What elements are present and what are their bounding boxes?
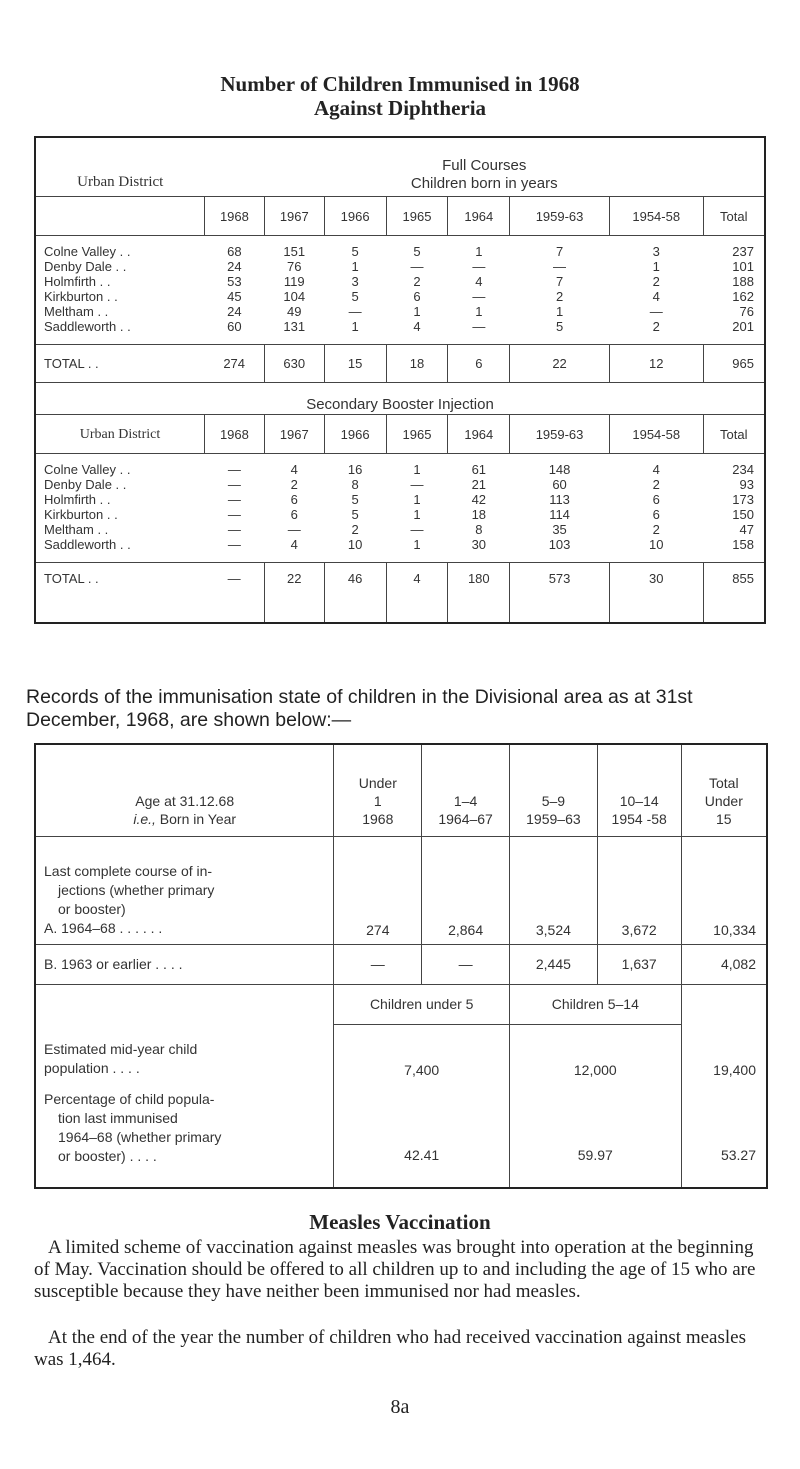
table-cell: 5: [351, 492, 359, 507]
table-cell: 10: [648, 537, 664, 552]
district-name: Denby Dale . .: [44, 259, 127, 274]
table-cell: 3,672: [597, 836, 681, 944]
table-cell: 237: [732, 244, 754, 259]
age-header-ie: i.e.,: [133, 810, 156, 827]
table-cell: —: [227, 477, 241, 492]
district-name: Kirkburton . .: [44, 507, 118, 522]
records-intro: Records of the immunisation state of children in the Divisional area as at 31st December, 1968, are shown below:—: [26, 686, 693, 731]
table-cell: 93: [739, 477, 754, 492]
table-cell: 188: [732, 274, 754, 289]
table-cell: 24: [227, 259, 242, 274]
table-cell: 158: [732, 537, 754, 552]
page-title: Number of Children Immunised in 1968: [220, 72, 580, 96]
fc-col-header: 1966: [324, 197, 386, 236]
page-subtitle: Against Diphtheria: [313, 96, 487, 120]
table-cell: 4: [475, 274, 483, 289]
table-cell: 3: [351, 274, 359, 289]
booster-district-header: Urban District: [35, 415, 204, 454]
table-cell: 22: [510, 345, 610, 383]
table-cell: —: [227, 462, 241, 477]
table-cell: 1: [413, 507, 421, 522]
table-cell: 101: [732, 259, 754, 274]
table-cell: —: [334, 944, 422, 984]
table-cell: 1: [652, 259, 660, 274]
table-cell: 3,524: [510, 836, 598, 944]
table-row: [35, 319, 765, 334]
table-cell: 53: [227, 274, 242, 289]
table-cell: 855: [703, 563, 765, 623]
table-cell: 16: [347, 462, 363, 477]
age-header-rest: Born in Year: [155, 810, 237, 827]
table-cell: 35: [552, 522, 567, 537]
row-a: [35, 836, 767, 944]
table-cell: 4: [652, 289, 660, 304]
table-cell: 274: [223, 356, 246, 371]
rec-col-header: Under 1 1968: [334, 744, 422, 836]
table-cell: 119: [283, 274, 305, 289]
table-cell: 1: [413, 492, 421, 507]
table-cell: 5: [351, 289, 359, 304]
table-cell: 19,400: [681, 984, 767, 1086]
total-row: [35, 563, 765, 623]
table-cell: 2,864: [422, 836, 510, 944]
table-cell: 68: [227, 244, 242, 259]
table-cell: 30: [471, 537, 487, 552]
table-cell: 59.97: [510, 1086, 682, 1188]
bo-col-header: 1968: [204, 415, 264, 454]
table-cell: 1,637: [597, 944, 681, 984]
diphtheria-table: [34, 136, 766, 624]
table-cell: 573: [510, 563, 610, 623]
table-cell: 4,082: [681, 944, 767, 984]
table-cell: 2: [652, 477, 660, 492]
bo-col-header: 1954-58: [609, 415, 703, 454]
table-cell: 2: [413, 274, 421, 289]
table-cell: 6: [290, 507, 298, 522]
records-table: [34, 743, 768, 1189]
table-cell: 6: [413, 289, 421, 304]
table-cell: 274: [334, 836, 422, 944]
table-cell: —: [410, 477, 424, 492]
table-cell: —: [422, 944, 510, 984]
table-cell: 150: [732, 507, 754, 522]
table-row: [35, 244, 765, 259]
table-cell: 1: [475, 244, 483, 259]
bo-col-header: 1966: [324, 415, 386, 454]
table-cell: —: [348, 304, 362, 319]
rec-col-header: 1–4 1964–67: [422, 744, 510, 836]
group-under5: Children under 5: [334, 984, 510, 1024]
table-cell: 8: [475, 522, 483, 537]
page-number: 8a: [390, 1396, 410, 1418]
table-cell: —: [649, 304, 663, 319]
table-row: [35, 522, 765, 537]
table-row: [35, 492, 765, 507]
table-cell: 53.27: [681, 1086, 767, 1188]
table-cell: 2: [351, 522, 359, 537]
full-courses-section: [35, 137, 765, 383]
district-name: Holmfirth . .: [44, 274, 111, 289]
table-cell: 630: [264, 345, 324, 383]
table-cell: 965: [703, 345, 765, 383]
table-cell: 60: [552, 477, 567, 492]
table-cell: 1: [413, 462, 421, 477]
table-cell: 6: [652, 492, 660, 507]
total-label: TOTAL . .: [44, 356, 99, 371]
row-b-label: B. 1963 or earlier . . . .: [44, 956, 183, 972]
table-cell: 7: [555, 274, 564, 289]
table-row: [35, 274, 765, 289]
full-courses-heading-line1: Full Courses: [442, 157, 527, 174]
table-row: [35, 477, 765, 492]
table-cell: 22: [264, 563, 324, 623]
table-cell: 12,000: [510, 1024, 682, 1086]
table-cell: —: [410, 259, 424, 274]
table-cell: 76: [287, 259, 302, 274]
table-cell: 180: [448, 563, 510, 623]
total-row: [35, 345, 765, 383]
table-cell: —: [472, 319, 486, 334]
table-cell: 2: [652, 522, 660, 537]
fc-col-header: 1964: [448, 197, 510, 236]
rec-col-header: 10–14 1954 -58: [597, 744, 681, 836]
table-cell: —: [227, 537, 241, 552]
table-cell: 1: [351, 319, 359, 334]
row-b: [35, 944, 767, 984]
table-cell: 5: [351, 244, 359, 259]
table-cell: —: [472, 259, 486, 274]
district-name: Holmfirth . .: [44, 492, 111, 507]
table-cell: 1: [351, 259, 359, 274]
fc-col-header: 1968: [204, 197, 264, 236]
district-name: Denby Dale . .: [44, 477, 127, 492]
table-cell: 42: [471, 492, 487, 507]
table-cell: 4: [652, 462, 660, 477]
age-header: [35, 744, 334, 836]
table-cell: 162: [732, 289, 754, 304]
table-row: [35, 462, 765, 477]
table-cell: —: [553, 259, 567, 274]
table-cell: 6: [290, 492, 298, 507]
table-cell: —: [227, 522, 241, 537]
table-cell: 3: [652, 244, 660, 259]
table-cell: 45: [227, 289, 242, 304]
table-cell: 42.41: [334, 1086, 510, 1188]
table-cell: 10,334: [681, 836, 767, 944]
table-cell: 6: [448, 345, 510, 383]
bo-col-header: Total: [703, 415, 765, 454]
fc-col-header: 1954-58: [609, 197, 703, 236]
table-cell: 5: [351, 507, 359, 522]
table-cell: 1: [475, 304, 483, 319]
booster-section: [35, 383, 765, 623]
booster-heading: Secondary Booster Injection: [306, 396, 494, 413]
table-cell: 30: [609, 563, 703, 623]
age-header-line1: Age at 31.12.68: [135, 792, 235, 809]
district-name: Saddleworth . .: [44, 319, 131, 334]
table-cell: 2,445: [510, 944, 598, 984]
table-cell: 4: [413, 319, 421, 334]
table-cell: 4: [386, 563, 448, 623]
table-cell: 61: [471, 462, 487, 477]
percentage-label: Percentage of child popula- tion last immunised 1964–68 (whether primary or booster) . . . .: [44, 1091, 222, 1164]
table-cell: 15: [324, 345, 386, 383]
bo-col-header: 1965: [386, 415, 448, 454]
table-cell: 2: [290, 477, 298, 492]
table-cell: 76: [739, 304, 754, 319]
table-cell: 148: [548, 462, 571, 477]
table-cell: 2: [652, 319, 660, 334]
table-cell: 5: [555, 319, 564, 334]
rec-col-header: Total Under 15: [681, 744, 767, 836]
table-cell: 18: [471, 507, 487, 522]
table-cell: 2: [652, 274, 660, 289]
table-cell: 47: [739, 522, 754, 537]
table-cell: 6: [652, 507, 660, 522]
table-cell: 8: [351, 477, 359, 492]
table-cell: 60: [227, 319, 242, 334]
district-name: Kirkburton . .: [44, 289, 118, 304]
district-name: Meltham . .: [44, 304, 109, 319]
table-cell: 103: [548, 537, 571, 552]
population-label: Estimated mid-year child population . . . .: [44, 1041, 198, 1076]
table-cell: 46: [324, 563, 386, 623]
table-row: [35, 289, 765, 304]
table-cell: 234: [732, 462, 754, 477]
measles-paragraph-1: A limited scheme of vaccination against measles was brought into operation at the beginning of May. Vaccination should be offered to all children up to and including the age of 15 who are susceptible because they have neither been immunised nor had measles.: [34, 1237, 756, 1302]
group-header-row: [35, 984, 767, 1024]
table-cell: 7: [555, 244, 564, 259]
records-header-row: [35, 744, 767, 836]
bo-col-header: 1967: [264, 415, 324, 454]
fc-col-header: 1965: [386, 197, 448, 236]
table-cell: 131: [283, 319, 306, 334]
table-cell: —: [287, 522, 301, 537]
table-cell: —: [410, 522, 424, 537]
table-cell: 2: [555, 289, 564, 304]
table-cell: 1: [413, 304, 421, 319]
table-row: [35, 304, 765, 319]
table-cell: 113: [549, 492, 570, 507]
table-cell: 10: [347, 537, 363, 552]
total-label: TOTAL . .: [44, 571, 99, 586]
district-name: Meltham . .: [44, 522, 109, 537]
table-cell: 173: [732, 492, 754, 507]
measles-paragraph-2: At the end of the year the number of children who had received vaccination against measles was 1,464.: [34, 1327, 746, 1370]
table-cell: 1: [555, 304, 564, 319]
full-courses-district-header: Urban District: [77, 174, 164, 190]
table-cell: —: [472, 289, 486, 304]
table-cell: 114: [549, 507, 570, 522]
table-cell: 4: [290, 462, 298, 477]
full-courses-heading: [204, 137, 765, 195]
table-cell: —: [227, 571, 241, 586]
full-courses-heading-line2: Children born in years: [410, 175, 558, 192]
table-cell: 201: [732, 319, 754, 334]
district-name: Colne Valley . .: [44, 244, 131, 259]
table-cell: 24: [227, 304, 242, 319]
table-cell: 4: [290, 537, 298, 552]
bo-col-header: 1959-63: [510, 415, 610, 454]
rec-col-header: 5–9 1959–63: [510, 744, 598, 836]
fc-col-header: Total: [703, 197, 765, 236]
table-row: [35, 537, 765, 552]
table-cell: —: [227, 507, 241, 522]
age-header-line2: [42, 810, 327, 828]
table-row: [35, 259, 765, 274]
district-name: Saddleworth . .: [44, 537, 131, 552]
table-cell: 5: [413, 244, 421, 259]
bo-col-header: 1964: [448, 415, 510, 454]
table-cell: 21: [471, 477, 487, 492]
measles-heading: Measles Vaccination: [309, 1210, 491, 1234]
percentage-row: [35, 1086, 767, 1188]
table-cell: 18: [386, 345, 448, 383]
table-cell: 104: [283, 289, 306, 304]
table-row: [35, 507, 765, 522]
group-5-14: Children 5–14: [510, 984, 682, 1024]
district-name: Colne Valley . .: [44, 462, 131, 477]
table-cell: —: [227, 492, 241, 507]
table-cell: 1: [413, 537, 421, 552]
table-cell: 7,400: [334, 1024, 510, 1086]
table-cell: 151: [283, 244, 306, 259]
fc-col-header: 1967: [264, 197, 324, 236]
table-cell: 49: [287, 304, 302, 319]
row-a-label: Last complete course of in- jections (whether primary or booster) A. 1964–68 . . . . . .: [44, 862, 215, 936]
fc-col-header: 1959-63: [510, 197, 610, 236]
table-cell: 12: [609, 345, 703, 383]
